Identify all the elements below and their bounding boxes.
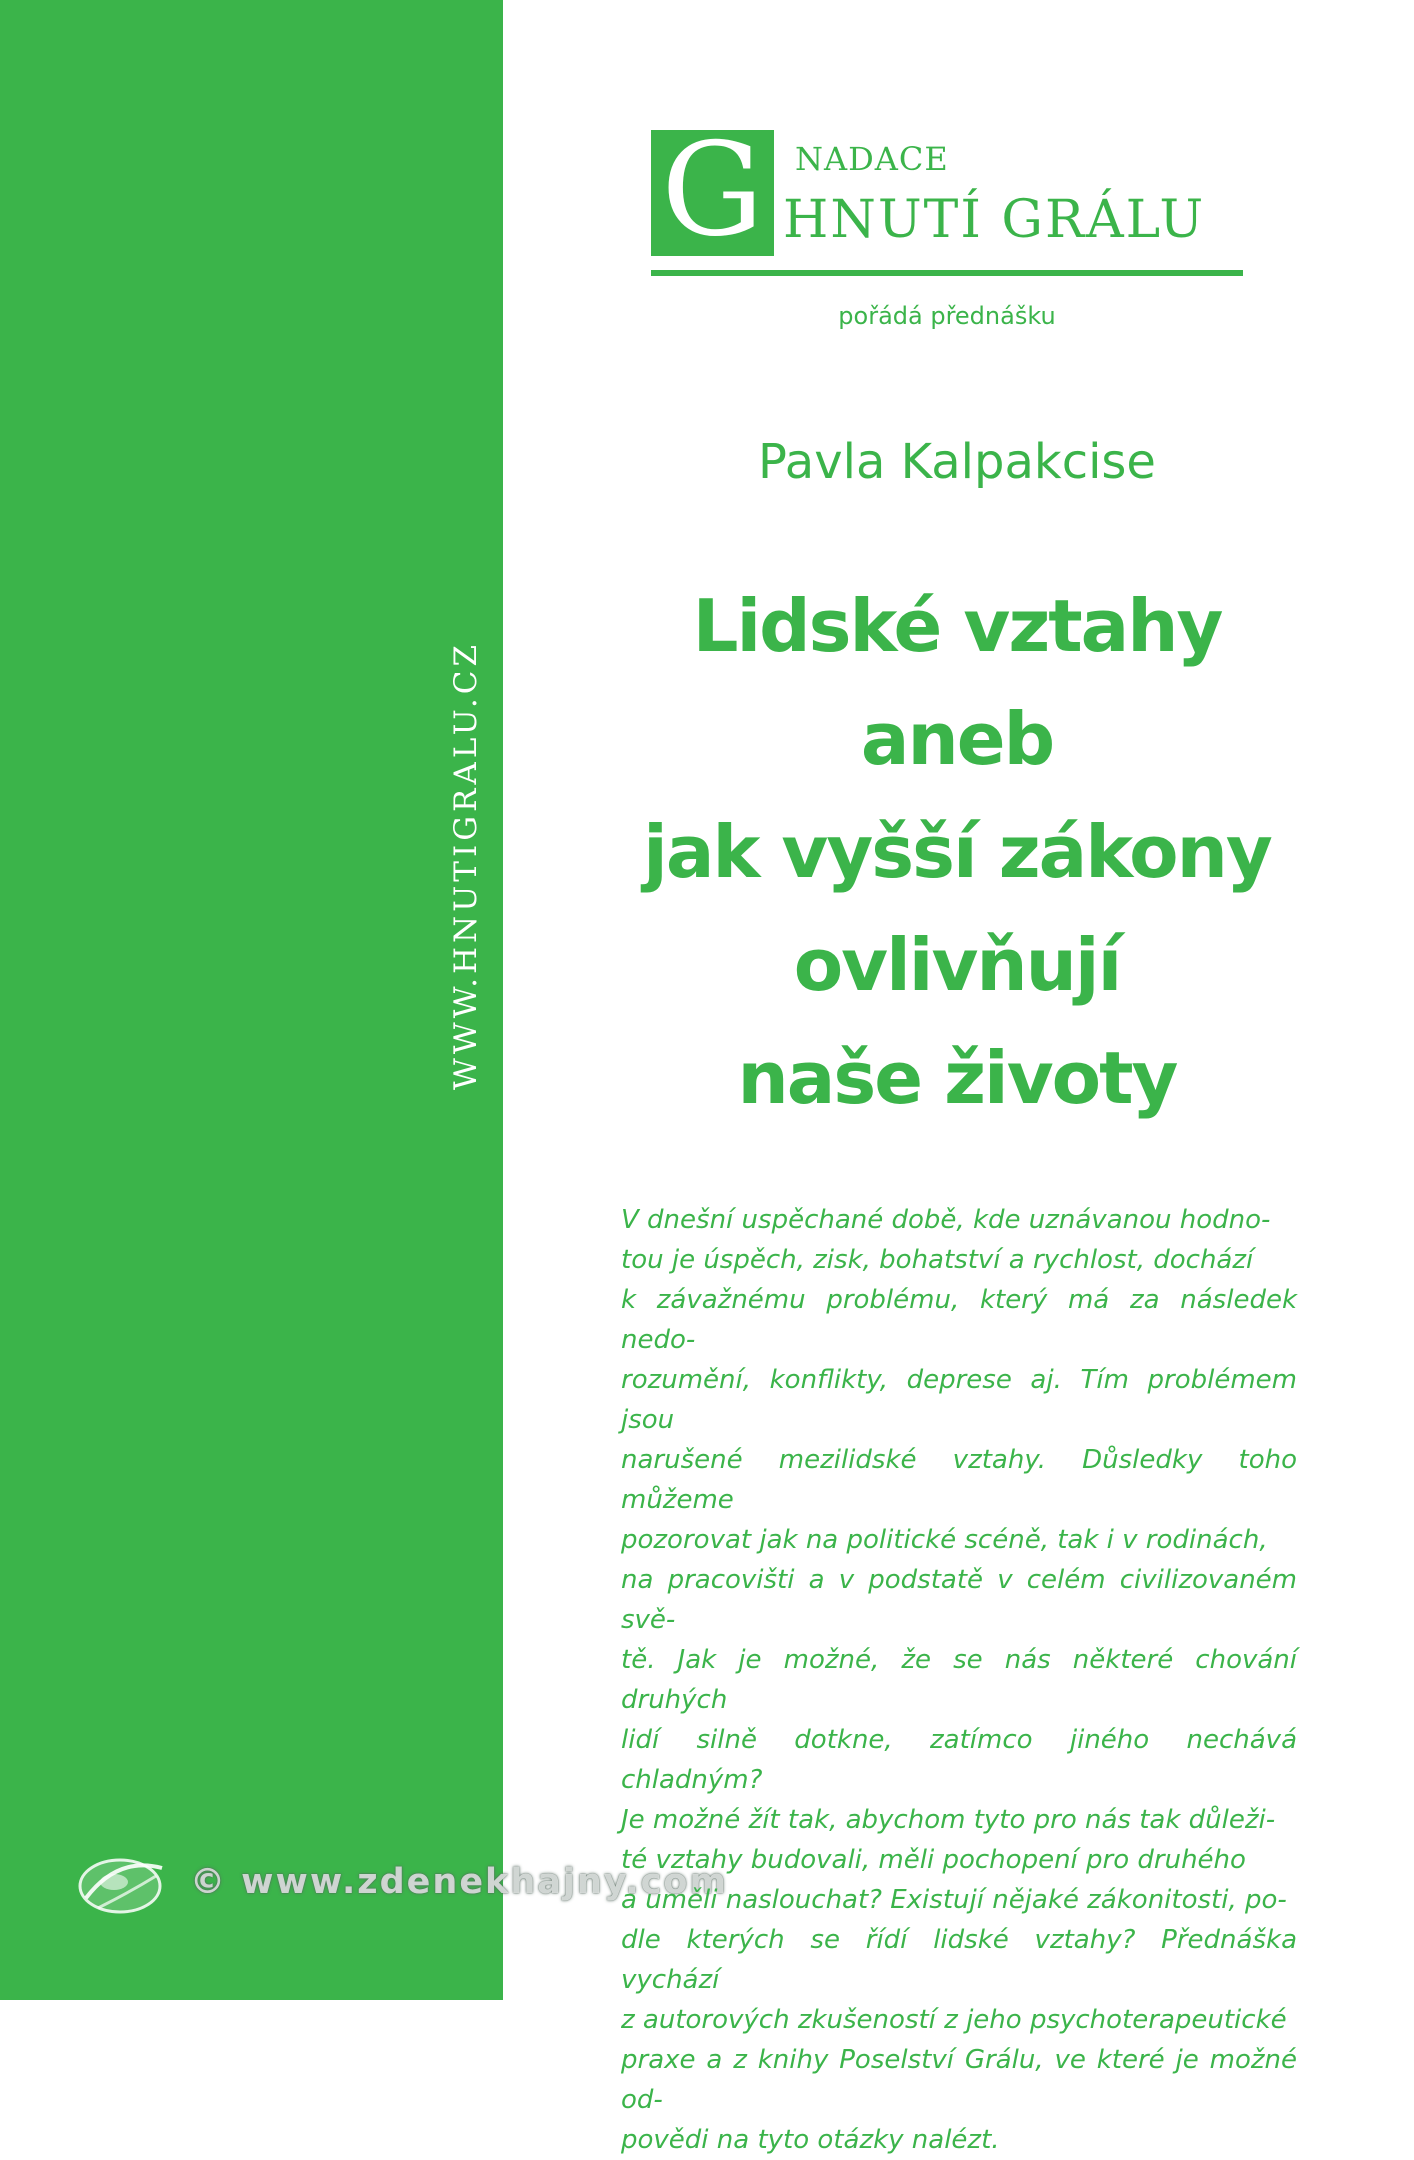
description-line: Je možné žít tak, abychom tyto pro nás tak důleži- [621, 1805, 1276, 1835]
title-line: Lidské vztahy [692, 584, 1222, 668]
foundation-logo [651, 116, 1243, 278]
watermark-text: © www.zdenekhajny.com [190, 1862, 728, 1902]
description-line: z autorových zkušeností z jeho psychoterapeutické [621, 2005, 1287, 2035]
lecture-description [621, 1200, 1297, 2160]
logo-line-2: HNUTÍ GRÁLU [783, 190, 1206, 250]
left-green-band [0, 0, 503, 2000]
title-line: aneb [860, 697, 1054, 781]
title-line: naše životy [737, 1036, 1177, 1120]
title-line: ovlivňují [793, 923, 1121, 1007]
logo-mark [651, 116, 774, 265]
description-line: rozumění, konflikty, deprese aj. Tím problémem jsou [621, 1365, 1297, 1435]
description-line: narušené mezilidské vztahy. Důsledky toho můžeme [621, 1445, 1297, 1515]
subtitle: pořádá přednášku [838, 302, 1056, 330]
description-line: V dnešní uspěchané době, kde uznávanou hodno- [621, 1205, 1271, 1235]
description-line: povědi na tyto otázky nalézt. [621, 2125, 1000, 2155]
website-url-vertical: WWW.HNUTIGRALU.CZ [448, 640, 484, 1090]
description-line: lidí silně dotkne, zatímco jiného nechává chladným? [621, 1725, 1297, 1795]
description-line: pozorovat jak na politické scéně, tak i v rodinách, [621, 1525, 1268, 1555]
globe-swoosh-icon [72, 1846, 172, 1926]
logo-underline [651, 270, 1243, 276]
description-line: tě. Jak je možné, že se nás některé chování druhých [621, 1645, 1297, 1715]
speaker-name: Pavla Kalpakcise [758, 434, 1156, 490]
watermark [72, 1846, 728, 1926]
description-line: a uměli naslouchat? Existují nějaké zákonitosti, po- [621, 1885, 1287, 1915]
description-line: té vztahy budovali, měli pochopení pro druhého [621, 1845, 1246, 1875]
description-line: k závažnému problému, který má za následek nedo- [621, 1285, 1297, 1355]
logo-line-1: NADACE [795, 140, 949, 178]
title-line: jak vyšší zákony [643, 810, 1271, 894]
description-line: na pracovišti a v podstatě v celém civilizovaném svě- [621, 1565, 1297, 1635]
logo-letter: G [661, 116, 764, 265]
description-line: tou je úspěch, zisk, bohatství a rychlost, dochází [621, 1245, 1254, 1275]
lecture-title [565, 570, 1349, 1135]
description-line: dle kterých se řídí lidské vztahy? Přednáška vychází [621, 1925, 1297, 1995]
description-line: praxe a z knihy Poselství Grálu, ve které je možné od- [621, 2045, 1297, 2115]
